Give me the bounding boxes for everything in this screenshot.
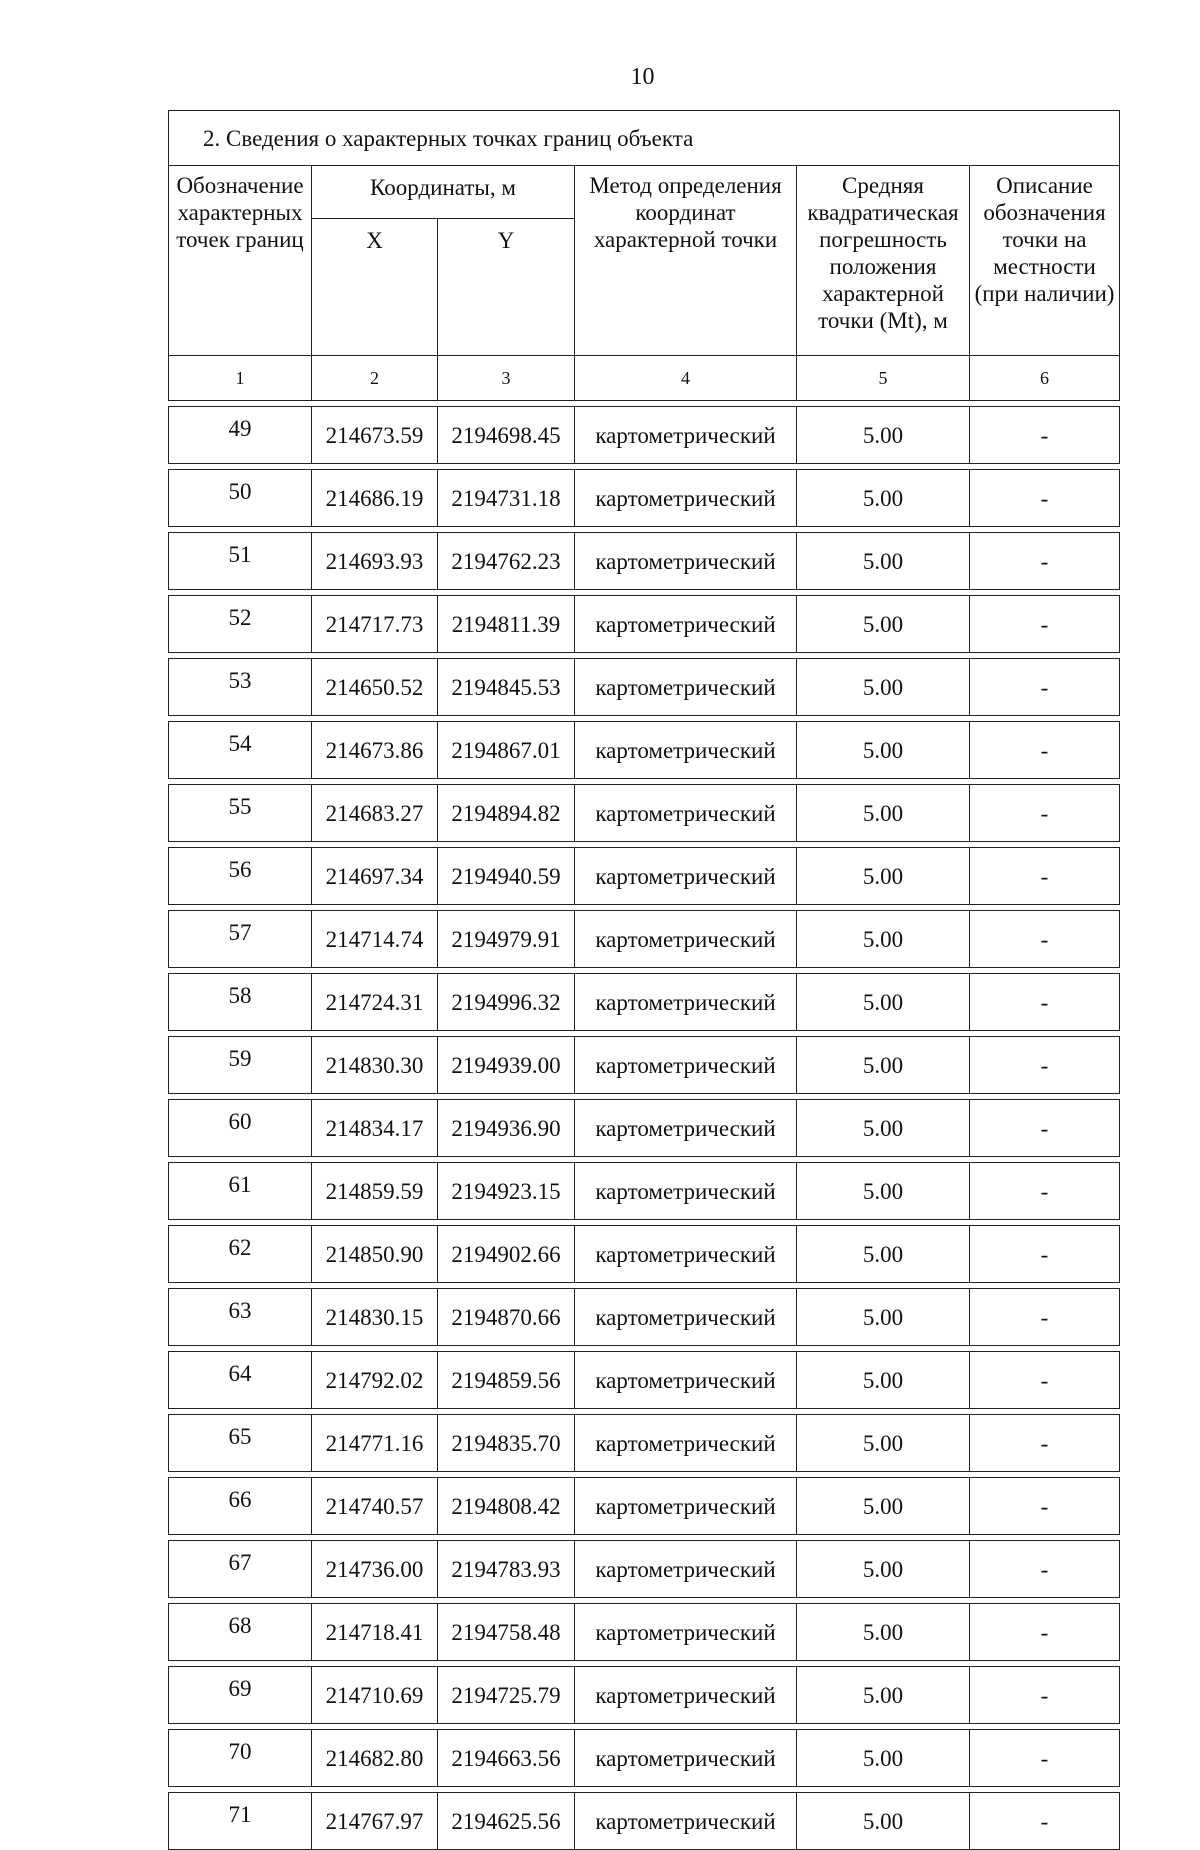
method-cell: картометрический bbox=[575, 470, 797, 527]
method-cell: картометрический bbox=[575, 911, 797, 968]
table-row bbox=[169, 1793, 1120, 1850]
y-cell: 2194936.90 bbox=[438, 1100, 575, 1157]
description-cell: - bbox=[970, 470, 1120, 527]
point-cell: 57 bbox=[169, 911, 312, 968]
header-y: Y bbox=[438, 219, 575, 356]
method-cell: картометрический bbox=[575, 785, 797, 842]
point-cell: 52 bbox=[169, 596, 312, 653]
y-cell: 2194845.53 bbox=[438, 659, 575, 716]
description-cell: - bbox=[970, 1667, 1120, 1724]
table-row bbox=[169, 785, 1120, 842]
y-cell: 2194731.18 bbox=[438, 470, 575, 527]
method-cell: картометрический bbox=[575, 1226, 797, 1283]
mt-cell: 5.00 bbox=[797, 1289, 970, 1346]
description-cell: - bbox=[970, 1793, 1120, 1850]
table-row bbox=[169, 470, 1120, 527]
point-cell: 67 bbox=[169, 1541, 312, 1598]
x-cell: 214718.41 bbox=[312, 1604, 438, 1661]
x-cell: 214682.80 bbox=[312, 1730, 438, 1787]
x-cell: 214697.34 bbox=[312, 848, 438, 905]
x-cell: 214736.00 bbox=[312, 1541, 438, 1598]
y-cell: 2194979.91 bbox=[438, 911, 575, 968]
description-cell: - bbox=[970, 1604, 1120, 1661]
description-cell: - bbox=[970, 848, 1120, 905]
point-cell: 50 bbox=[169, 470, 312, 527]
point-cell: 68 bbox=[169, 1604, 312, 1661]
table-row bbox=[169, 1541, 1120, 1598]
method-cell: картометрический bbox=[575, 533, 797, 590]
method-cell: картометрический bbox=[575, 1667, 797, 1724]
x-cell: 214767.97 bbox=[312, 1793, 438, 1850]
method-cell: картометрический bbox=[575, 1478, 797, 1535]
description-cell: - bbox=[970, 1352, 1120, 1409]
y-cell: 2194940.59 bbox=[438, 848, 575, 905]
point-cell: 54 bbox=[169, 722, 312, 779]
column-number: 1 bbox=[169, 356, 312, 401]
x-cell: 214830.15 bbox=[312, 1289, 438, 1346]
point-cell: 59 bbox=[169, 1037, 312, 1094]
table-body bbox=[169, 401, 1120, 1850]
y-cell: 2194808.42 bbox=[438, 1478, 575, 1535]
mt-cell: 5.00 bbox=[797, 848, 970, 905]
mt-cell: 5.00 bbox=[797, 722, 970, 779]
x-cell: 214710.69 bbox=[312, 1667, 438, 1724]
header-mean-error: Средняя квадратическая погрешность положения характерной точки (Mt), м bbox=[797, 166, 970, 356]
table-row bbox=[169, 911, 1120, 968]
mt-cell: 5.00 bbox=[797, 974, 970, 1031]
y-cell: 2194725.79 bbox=[438, 1667, 575, 1724]
mt-cell: 5.00 bbox=[797, 1541, 970, 1598]
description-cell: - bbox=[970, 722, 1120, 779]
description-cell: - bbox=[970, 1730, 1120, 1787]
mt-cell: 5.00 bbox=[797, 1352, 970, 1409]
point-cell: 55 bbox=[169, 785, 312, 842]
mt-cell: 5.00 bbox=[797, 470, 970, 527]
table-row bbox=[169, 1667, 1120, 1724]
method-cell: картометрический bbox=[575, 1352, 797, 1409]
method-cell: картометрический bbox=[575, 1037, 797, 1094]
page-number: 10 bbox=[630, 64, 655, 90]
y-cell: 2194625.56 bbox=[438, 1793, 575, 1850]
y-cell: 2194902.66 bbox=[438, 1226, 575, 1283]
description-cell: - bbox=[970, 407, 1120, 464]
y-cell: 2194894.82 bbox=[438, 785, 575, 842]
mt-cell: 5.00 bbox=[797, 1793, 970, 1850]
header-coordinates: Координаты, м bbox=[312, 166, 575, 219]
point-cell: 66 bbox=[169, 1478, 312, 1535]
y-cell: 2194867.01 bbox=[438, 722, 575, 779]
y-cell: 2194923.15 bbox=[438, 1163, 575, 1220]
table-row bbox=[169, 722, 1120, 779]
column-number: 5 bbox=[797, 356, 970, 401]
description-cell: - bbox=[970, 1415, 1120, 1472]
table-row bbox=[169, 596, 1120, 653]
header-x: X bbox=[312, 219, 438, 356]
x-cell: 214792.02 bbox=[312, 1352, 438, 1409]
x-cell: 214686.19 bbox=[312, 470, 438, 527]
table-row bbox=[169, 1100, 1120, 1157]
method-cell: картометрический bbox=[575, 407, 797, 464]
method-cell: картометрический bbox=[575, 1793, 797, 1850]
table-row bbox=[169, 407, 1120, 464]
method-cell: картометрический bbox=[575, 848, 797, 905]
description-cell: - bbox=[970, 1163, 1120, 1220]
method-cell: картометрический bbox=[575, 1289, 797, 1346]
table-row bbox=[169, 659, 1120, 716]
x-cell: 214859.59 bbox=[312, 1163, 438, 1220]
y-cell: 2194870.66 bbox=[438, 1289, 575, 1346]
column-number: 6 bbox=[970, 356, 1120, 401]
method-cell: картометрический bbox=[575, 1730, 797, 1787]
x-cell: 214683.27 bbox=[312, 785, 438, 842]
point-cell: 71 bbox=[169, 1793, 312, 1850]
mt-cell: 5.00 bbox=[797, 785, 970, 842]
point-cell: 61 bbox=[169, 1163, 312, 1220]
header-description: Описание обозначения точки на местности (при наличии) bbox=[970, 166, 1120, 356]
header-point-designation: Обозначение характерных точек границ bbox=[169, 166, 312, 356]
description-cell: - bbox=[970, 1478, 1120, 1535]
y-cell: 2194783.93 bbox=[438, 1541, 575, 1598]
table-row bbox=[169, 1226, 1120, 1283]
method-cell: картометрический bbox=[575, 659, 797, 716]
point-cell: 56 bbox=[169, 848, 312, 905]
point-cell: 49 bbox=[169, 407, 312, 464]
mt-cell: 5.00 bbox=[797, 659, 970, 716]
x-cell: 214650.52 bbox=[312, 659, 438, 716]
mt-cell: 5.00 bbox=[797, 1163, 970, 1220]
method-cell: картометрический bbox=[575, 1415, 797, 1472]
method-cell: картометрический bbox=[575, 596, 797, 653]
y-cell: 2194996.32 bbox=[438, 974, 575, 1031]
x-cell: 214830.30 bbox=[312, 1037, 438, 1094]
point-cell: 62 bbox=[169, 1226, 312, 1283]
x-cell: 214771.16 bbox=[312, 1415, 438, 1472]
y-cell: 2194939.00 bbox=[438, 1037, 575, 1094]
description-cell: - bbox=[970, 1100, 1120, 1157]
description-cell: - bbox=[970, 1541, 1120, 1598]
table-row bbox=[169, 1415, 1120, 1472]
table-row bbox=[169, 1352, 1120, 1409]
table-row bbox=[169, 1604, 1120, 1661]
mt-cell: 5.00 bbox=[797, 1100, 970, 1157]
method-cell: картометрический bbox=[575, 1541, 797, 1598]
table-row bbox=[169, 974, 1120, 1031]
mt-cell: 5.00 bbox=[797, 1604, 970, 1661]
mt-cell: 5.00 bbox=[797, 1037, 970, 1094]
x-cell: 214673.86 bbox=[312, 722, 438, 779]
table-row bbox=[169, 1037, 1120, 1094]
description-cell: - bbox=[970, 974, 1120, 1031]
mt-cell: 5.00 bbox=[797, 533, 970, 590]
x-cell: 214714.74 bbox=[312, 911, 438, 968]
description-cell: - bbox=[970, 533, 1120, 590]
table-row bbox=[169, 533, 1120, 590]
mt-cell: 5.00 bbox=[797, 1478, 970, 1535]
header-method: Метод определения координат характерной точки bbox=[575, 166, 797, 356]
x-cell: 214850.90 bbox=[312, 1226, 438, 1283]
table-row bbox=[169, 1478, 1120, 1535]
mt-cell: 5.00 bbox=[797, 407, 970, 464]
description-cell: - bbox=[970, 596, 1120, 653]
column-number: 3 bbox=[438, 356, 575, 401]
point-cell: 53 bbox=[169, 659, 312, 716]
x-cell: 214693.93 bbox=[312, 533, 438, 590]
point-cell: 51 bbox=[169, 533, 312, 590]
y-cell: 2194762.23 bbox=[438, 533, 575, 590]
point-cell: 65 bbox=[169, 1415, 312, 1472]
point-cell: 70 bbox=[169, 1730, 312, 1787]
point-cell: 69 bbox=[169, 1667, 312, 1724]
description-cell: - bbox=[970, 659, 1120, 716]
table-row bbox=[169, 1289, 1120, 1346]
mt-cell: 5.00 bbox=[797, 1415, 970, 1472]
y-cell: 2194835.70 bbox=[438, 1415, 575, 1472]
x-cell: 214673.59 bbox=[312, 407, 438, 464]
x-cell: 214740.57 bbox=[312, 1478, 438, 1535]
y-cell: 2194663.56 bbox=[438, 1730, 575, 1787]
description-cell: - bbox=[970, 785, 1120, 842]
y-cell: 2194811.39 bbox=[438, 596, 575, 653]
description-cell: - bbox=[970, 1037, 1120, 1094]
mt-cell: 5.00 bbox=[797, 1226, 970, 1283]
method-cell: картометрический bbox=[575, 1604, 797, 1661]
method-cell: картометрический bbox=[575, 974, 797, 1031]
table-row bbox=[169, 1163, 1120, 1220]
point-cell: 63 bbox=[169, 1289, 312, 1346]
point-cell: 60 bbox=[169, 1100, 312, 1157]
y-cell: 2194859.56 bbox=[438, 1352, 575, 1409]
table-row bbox=[169, 1730, 1120, 1787]
table-row bbox=[169, 848, 1120, 905]
mt-cell: 5.00 bbox=[797, 596, 970, 653]
description-cell: - bbox=[970, 1226, 1120, 1283]
x-cell: 214724.31 bbox=[312, 974, 438, 1031]
x-cell: 214834.17 bbox=[312, 1100, 438, 1157]
description-cell: - bbox=[970, 911, 1120, 968]
column-number: 4 bbox=[575, 356, 797, 401]
mt-cell: 5.00 bbox=[797, 1667, 970, 1724]
column-numbers-row bbox=[169, 356, 1120, 401]
mt-cell: 5.00 bbox=[797, 911, 970, 968]
section-title: 2. Сведения о характерных точках границ объекта bbox=[169, 111, 1120, 166]
mt-cell: 5.00 bbox=[797, 1730, 970, 1787]
point-cell: 64 bbox=[169, 1352, 312, 1409]
boundary-points-table bbox=[168, 110, 1120, 1850]
method-cell: картометрический bbox=[575, 1100, 797, 1157]
y-cell: 2194758.48 bbox=[438, 1604, 575, 1661]
method-cell: картометрический bbox=[575, 1163, 797, 1220]
x-cell: 214717.73 bbox=[312, 596, 438, 653]
y-cell: 2194698.45 bbox=[438, 407, 575, 464]
description-cell: - bbox=[970, 1289, 1120, 1346]
method-cell: картометрический bbox=[575, 722, 797, 779]
point-cell: 58 bbox=[169, 974, 312, 1031]
column-number: 2 bbox=[312, 356, 438, 401]
